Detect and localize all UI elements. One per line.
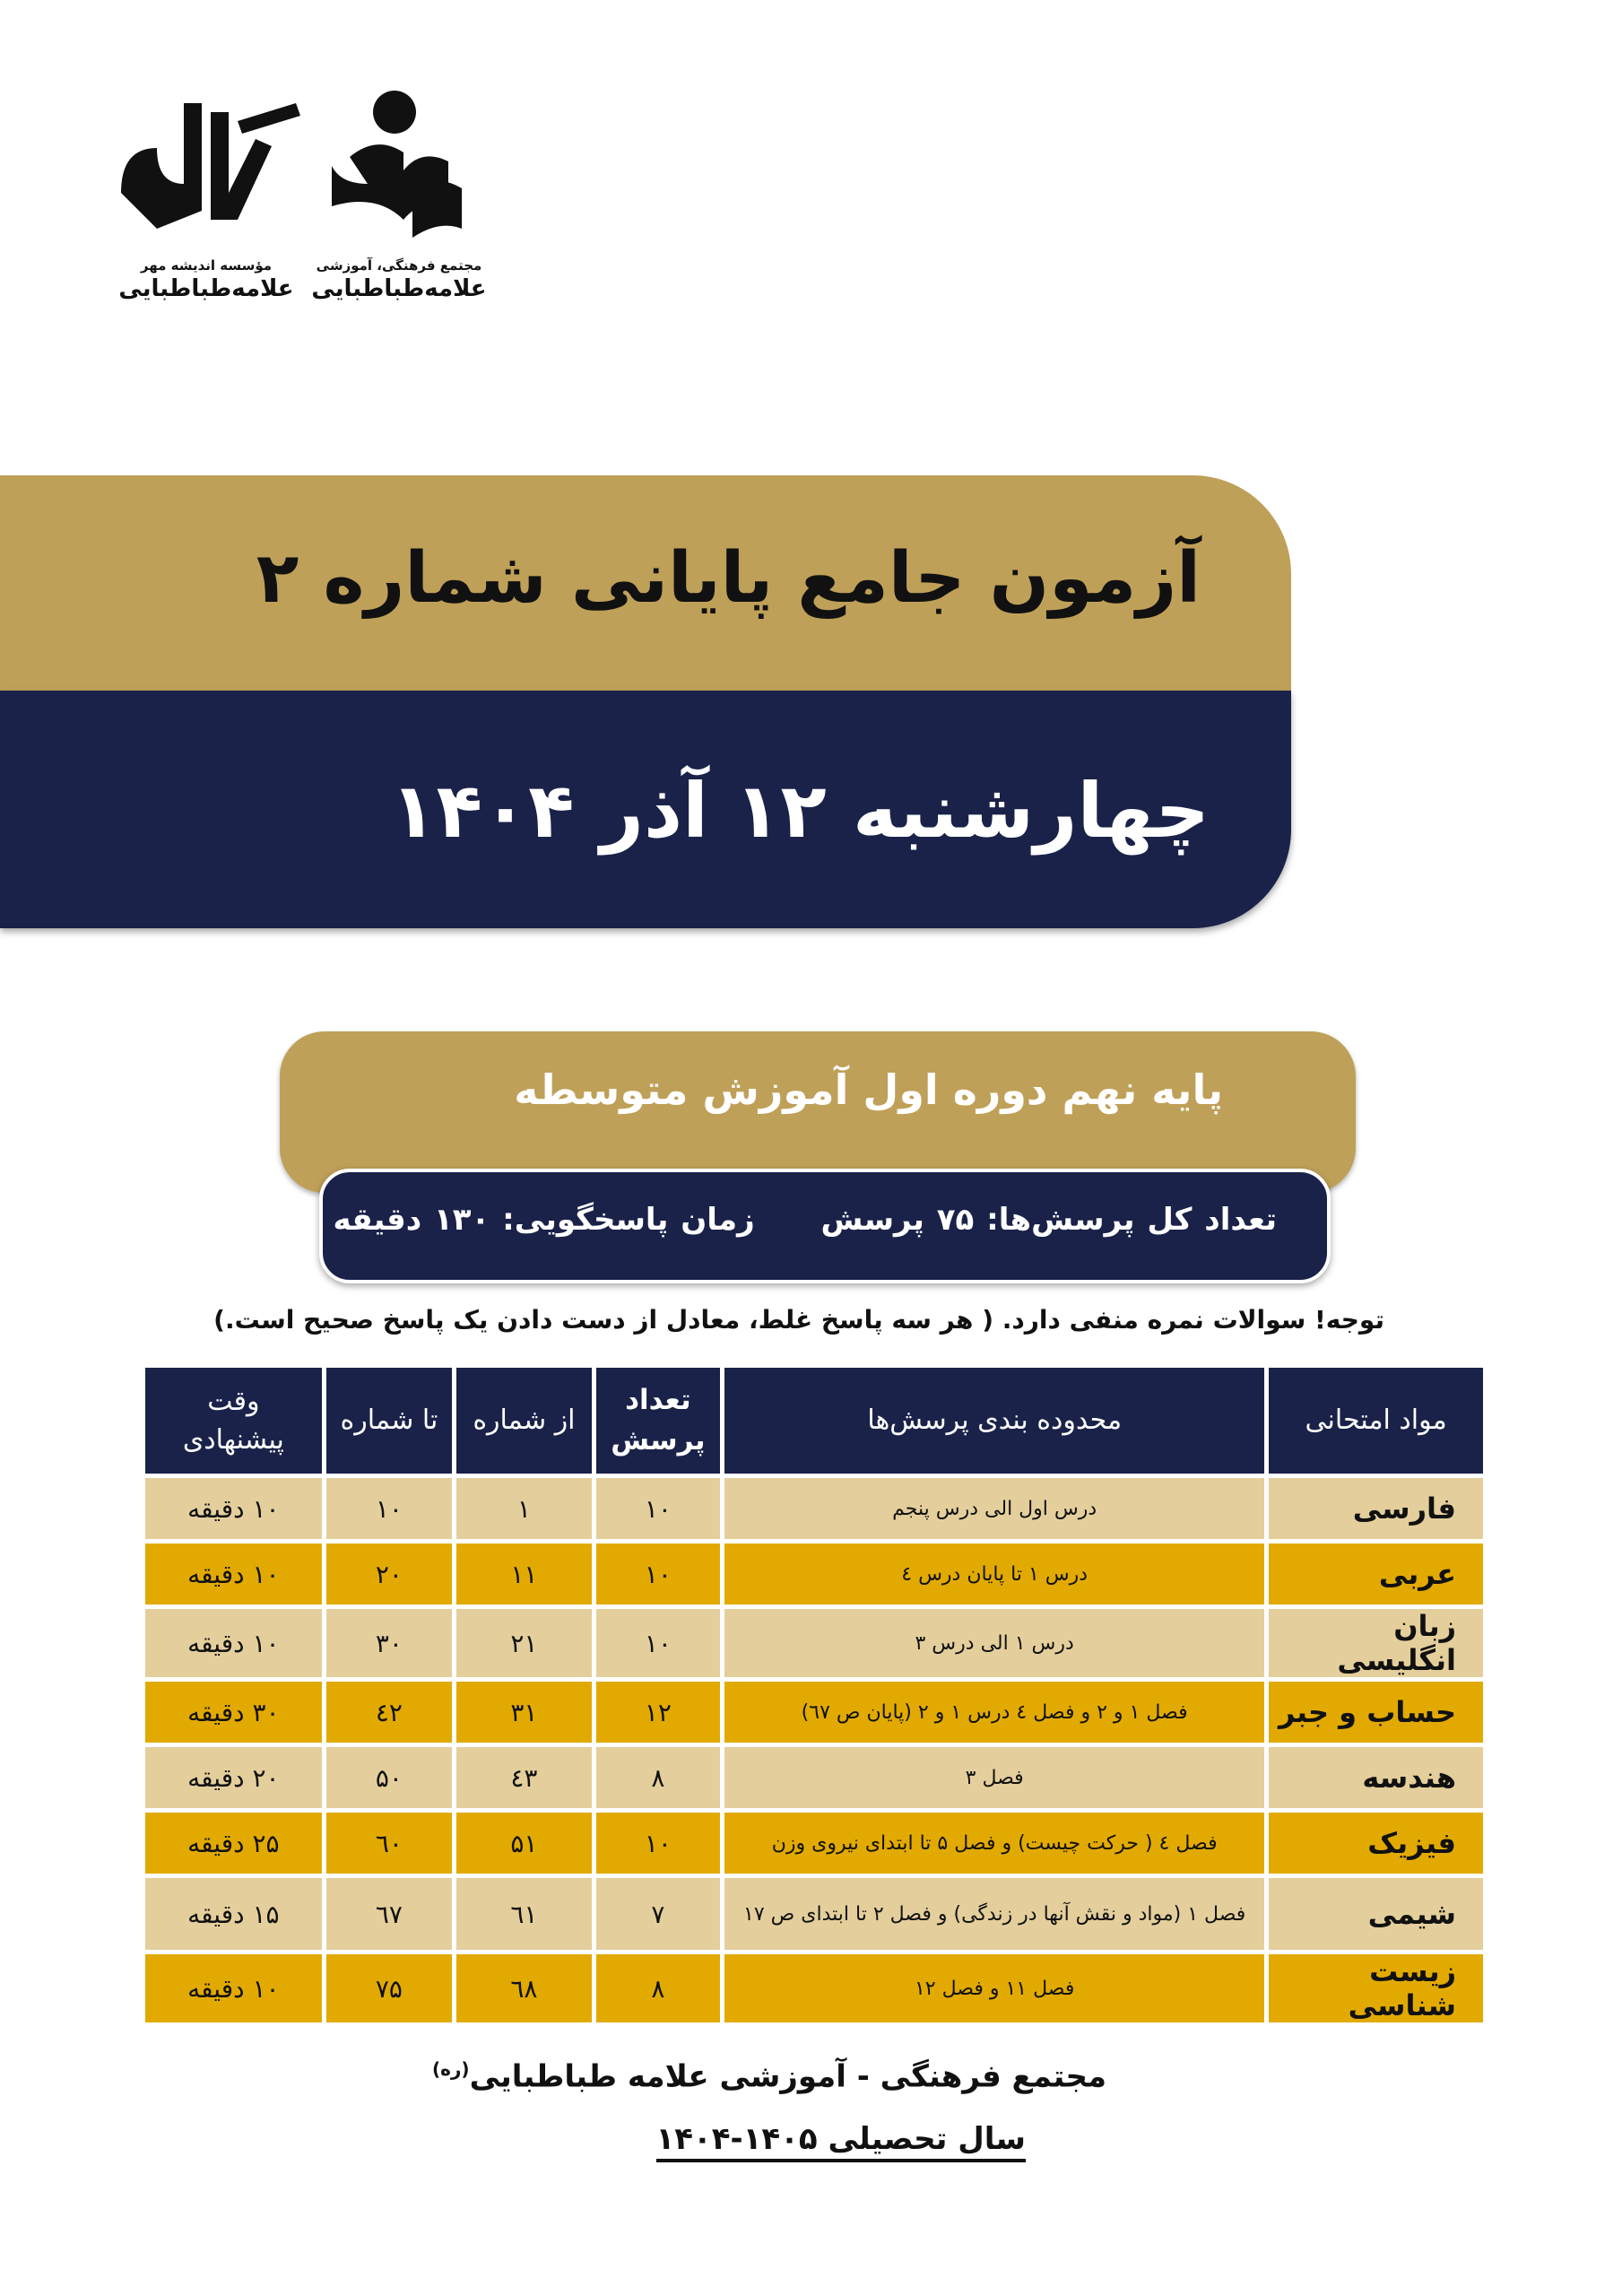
cell-time: ۳۰ دقیقه: [145, 1682, 322, 1743]
logo-right-line2: علامه‌طباطبایی: [311, 275, 487, 302]
exam-date: چهارشنبه ۱۲ آذر ۱۴۰۴: [390, 767, 1210, 855]
logo-right-line1: مجتمع فرهنگی، آموزشی: [316, 257, 482, 274]
table-row: [145, 1609, 1483, 1677]
cell-subject: زیست شناسی: [1269, 1954, 1483, 2022]
grade-label: پایه نهم دوره اول آموزش متوسطه: [514, 1065, 1223, 1114]
header-time: وقت پیشنهادی: [145, 1368, 322, 1474]
cell-to: ۱۰: [326, 1478, 452, 1539]
cell-time: ۲۵ دقیقه: [145, 1813, 322, 1874]
cell-range: فصل ٤ ( حرکت چیست) و فصل ۵ تا ابتدای نیروی وزن: [724, 1813, 1264, 1874]
info-text: [333, 1202, 1277, 1238]
cell-range: فصل ۳: [724, 1747, 1264, 1808]
header-subject: مواد امتحانی: [1269, 1368, 1483, 1474]
cell-count: ۸: [596, 1954, 720, 2022]
allameh-complex-logo: [300, 85, 498, 302]
cell-to: ٤۲: [326, 1682, 452, 1743]
cell-subject: هندسه: [1269, 1747, 1483, 1808]
cell-time: ۱۵ دقیقه: [145, 1878, 322, 1950]
cell-time: ۲۰ دقیقه: [145, 1747, 322, 1808]
header-to: تا شماره: [326, 1368, 452, 1474]
cell-from: ۱: [456, 1478, 592, 1539]
cell-subject: فارسی: [1269, 1478, 1483, 1539]
cell-range: درس ۱ الی درس ۳: [724, 1609, 1264, 1677]
footer-year: سال تحصیلی ۱۴۰۵-۱۴۰۴: [656, 2121, 1026, 2162]
exam-schedule-table: [141, 1363, 1488, 2027]
answer-time: زمان پاسخگویی: ۱۳۰ دقیقه: [333, 1202, 755, 1238]
table-row: [145, 1682, 1483, 1743]
cell-time: ۱۰ دقیقه: [145, 1478, 322, 1539]
table-row: [145, 1747, 1483, 1808]
cell-from: ٦۱: [456, 1878, 592, 1950]
cell-count: ۱۰: [596, 1544, 720, 1605]
cell-to: ٦۰: [326, 1813, 452, 1874]
cell-range: درس اول الی درس پنجم: [724, 1478, 1264, 1539]
logo-left-line2: علامه‌طباطبایی: [118, 275, 294, 302]
andisheh-mehr-logo: [90, 85, 323, 302]
cell-range: فصل ۱۱ و فصل ۱۲: [724, 1954, 1264, 2022]
cell-time: ۱۰ دقیقه: [145, 1609, 322, 1677]
cell-count: ۸: [596, 1747, 720, 1808]
cell-to: ۵۰: [326, 1747, 452, 1808]
footer-org-sup: (ره): [431, 2058, 470, 2080]
cell-count: ۱۰: [596, 1813, 720, 1874]
calligraphy-logo-icon: [103, 85, 309, 247]
cell-range: فصل ۱ (مواد و نقش آنها در زندگی) و فصل ۲ تا ابتدای ص ۱۷: [724, 1878, 1264, 1950]
cell-subject: شیمی: [1269, 1878, 1483, 1950]
header-range: محدوده بندی پرسش‌ها: [724, 1368, 1264, 1474]
cell-subject: حساب و جبر: [1269, 1682, 1483, 1743]
cell-from: ۲۱: [456, 1609, 592, 1677]
table-row: [145, 1954, 1483, 2022]
header-from: از شماره: [456, 1368, 592, 1474]
footer-org: [432, 2058, 1106, 2094]
cell-count: ۱۲: [596, 1682, 720, 1743]
cell-count: ۱۰: [596, 1478, 720, 1539]
cell-subject: زبان انگلیسی: [1269, 1609, 1483, 1677]
cell-from: ۵۱: [456, 1813, 592, 1874]
cell-range: درس ۱ تا پایان درس ٤: [724, 1544, 1264, 1605]
table-row: [145, 1813, 1483, 1874]
table-row: [145, 1544, 1483, 1605]
header-count: تعداد پرسش: [596, 1368, 720, 1474]
reader-book-logo-icon: [314, 85, 484, 247]
cell-to: ۳۰: [326, 1609, 452, 1677]
cell-to: ٦۷: [326, 1878, 452, 1950]
logo-left-line1: مؤسسه اندیشه مهر: [140, 257, 273, 274]
cell-count: ۱۰: [596, 1609, 720, 1677]
cell-to: ۷۵: [326, 1954, 452, 2022]
cell-from: ٦۸: [456, 1954, 592, 2022]
cell-from: ۱۱: [456, 1544, 592, 1605]
table-row: [145, 1878, 1483, 1950]
table-header-row: [145, 1368, 1483, 1474]
exam-title: آزمون جامع پایانی شماره ۲: [256, 538, 1201, 619]
total-questions: تعداد کل پرسش‌ها: ۷۵ پرسش: [820, 1202, 1277, 1238]
cell-subject: فیزیک: [1269, 1813, 1483, 1874]
cell-to: ۲۰: [326, 1544, 452, 1605]
footer-org-text: مجتمع فرهنگی - آموزشی علامه طباطبایی: [469, 2058, 1106, 2095]
cell-from: ٤۳: [456, 1747, 592, 1808]
cell-time: ۱۰ دقیقه: [145, 1544, 322, 1605]
negative-marking-note: توجه! سوالات نمره منفی دارد. ( هر سه پاسخ غلط، معادل از دست دادن یک پاسخ صحیح است.): [213, 1305, 1384, 1335]
cell-subject: عربی: [1269, 1544, 1483, 1605]
cell-range: فصل ۱ و ۲ و فصل ٤ درس ۱ و ۲ (پایان ص ٦٧): [724, 1682, 1264, 1743]
cell-from: ۳۱: [456, 1682, 592, 1743]
table-row: [145, 1478, 1483, 1539]
cell-count: ۷: [596, 1878, 720, 1950]
cell-time: ۱۰ دقیقه: [145, 1954, 322, 2022]
